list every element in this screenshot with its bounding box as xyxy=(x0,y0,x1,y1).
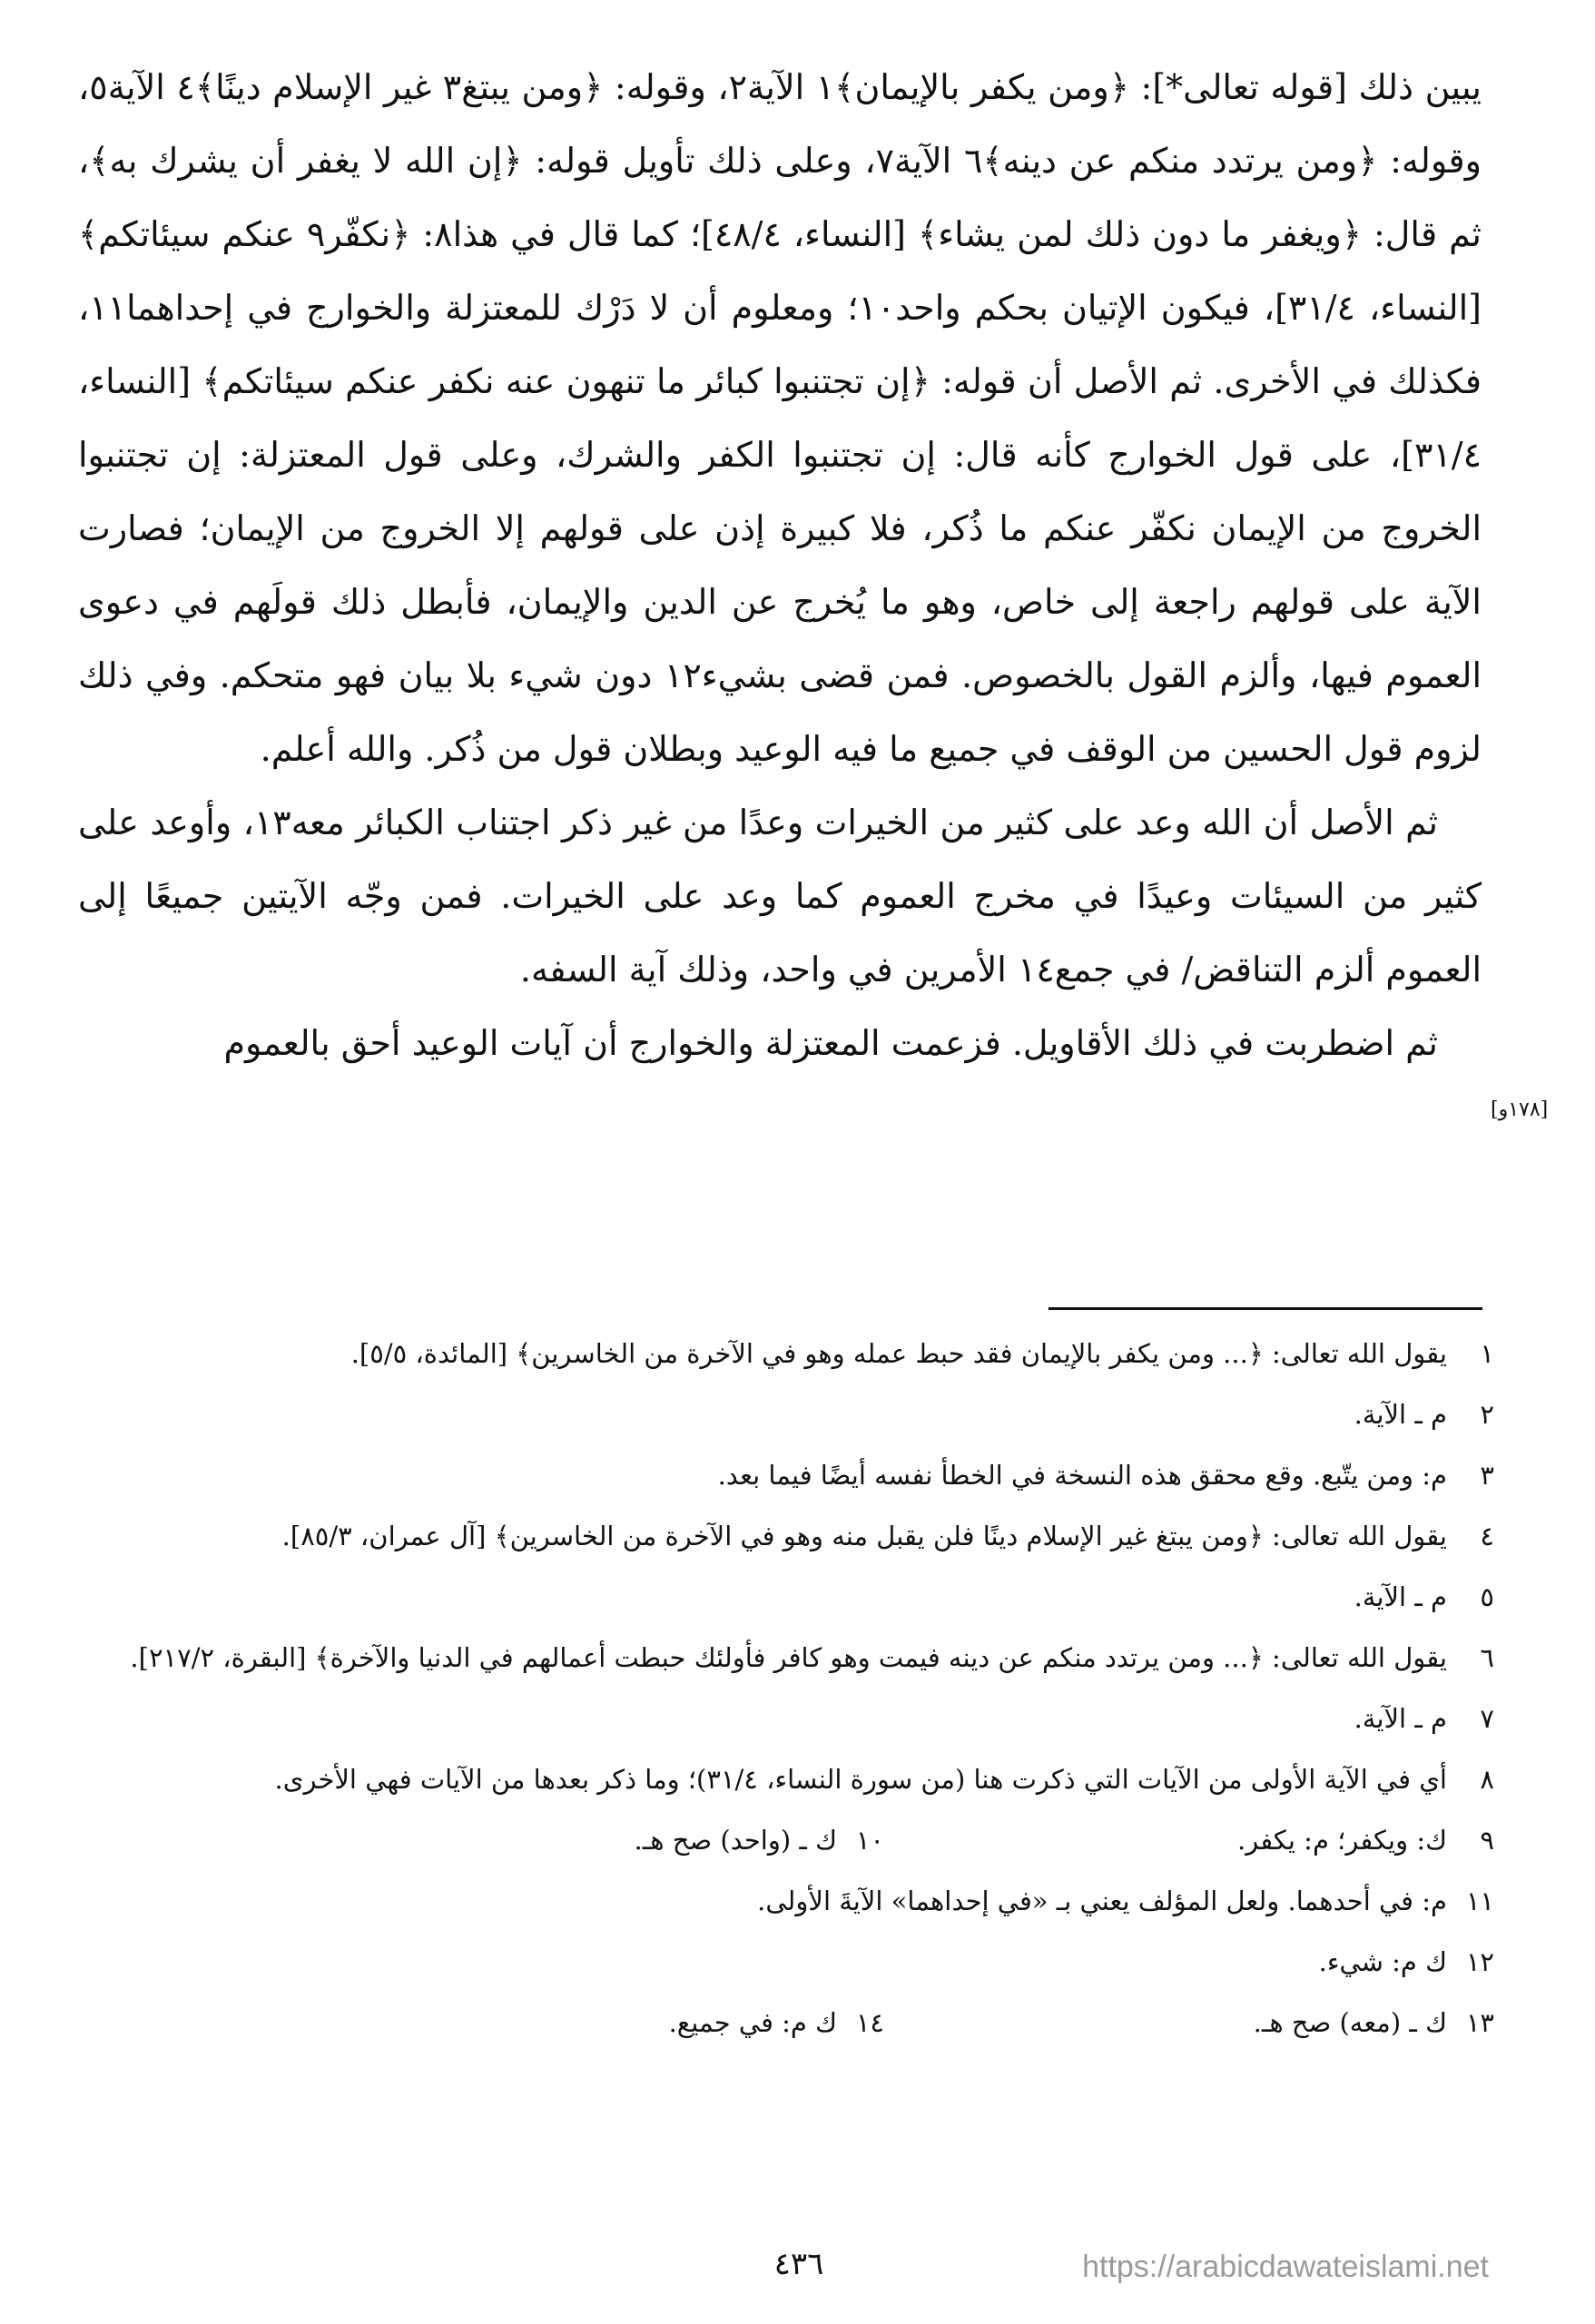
footnote-number: ٢ xyxy=(1480,1399,1494,1430)
footnote xyxy=(78,1576,1494,1618)
footnote-text: أي في الآية الأولى من الآيات التي ذكرت هنا (من سورة النساء، ٣١/٤)؛ وما ذكر بعدها من الآيات فهي الأخرى. xyxy=(274,1764,1447,1795)
footnote-text: ك م: في جميع. xyxy=(668,2007,837,2038)
footnote-number: ٣ xyxy=(1480,1460,1494,1491)
footnote-text: ك: ويكفر؛ م: يكفر. xyxy=(1236,1825,1447,1856)
source-watermark: https://arabicdawateislami.net xyxy=(1082,2250,1489,2284)
footnote xyxy=(78,1941,1494,1983)
footnote xyxy=(78,1758,1494,1800)
footnote-text: م ـ الآية. xyxy=(1354,1399,1447,1430)
footnote xyxy=(78,1698,1494,1739)
footnote-pair xyxy=(78,2002,1494,2043)
footnote-number: ١ xyxy=(1480,1338,1494,1369)
footnote-text: م ـ الآية. xyxy=(1354,1581,1447,1612)
paragraph: يبين ذلك [قوله تعالى*]: ﴿ومن يكفر بالإيمان﴾١ الآية٢، وقوله: ﴿ومن يبتغ٣ غير الإسلام دينًا﴾٤ الآية٥، وقوله: ﴿ومن يرتدد منكم عن دينه﴾٦ الآية٧، وعلى ذلك تأويل قوله: ﴿إن الله لا يغفر أن يشرك به﴾، ثم قال: ﴿ويغفر ما دون ذلك لمن يشاء﴾ [النساء، ٤٨/٤]؛ كما قال في هذا٨: ﴿نكفّر٩ عنكم سيئاتكم﴾ [النساء، ٣١/٤]، فيكون الإتيان بحكم واحد١٠؛ ومعلوم أن لا دَرْك للمعتزلة والخوارج في إحداهما١١، فكذلك في الأخرى. ثم الأصل أن قوله: ﴿إن تجتنبوا كبائر ما تنهون عنه نكفر عنكم سيئاتكم﴾ [النساء، ٣١/٤]، على قول الخوارج كأنه قال: إن تجتنبوا الكفر والشرك، وعلى قول المعتزلة: إن تجتنبوا الخروج من الإيمان نكفّر عنكم ما ذُكر، فلا كبيرة إذن على قولهم إلا الخروج من الإيمان؛ فصارت الآية على قولهم راجعة إلى خاص، وهو ما يُخرج عن الدين والإيمان، فأبطل ذلك قولَهم في دعوى العموم فيها، وألزم القول بالخصوص. فمن قضى بشيء١٢ دون شيء بلا بيان فهو متحكم. وفي ذلك لزوم قول الحسين من الوقف في جميع ما فيه الوعيد وبطلان قول من ذُكر. والله أعلم. xyxy=(78,67,1482,769)
footnote xyxy=(78,1637,1494,1679)
footnote-text: م: في أحدهما. ولعل المؤلف يعني بـ «في إحداهما» الآيةَ الأولى. xyxy=(757,1886,1447,1916)
footnote-number: ٥ xyxy=(1480,1581,1494,1612)
footnote-text: ك م: شيء. xyxy=(1318,1946,1447,1977)
footnote-text: يقول الله تعالى: ﴿... ومن يرتدد منكم عن دينه فيمت وهو كافر فأولئك حبطت أعمالهم في الدنيا والآخرة﴾ [البقرة، ٢١٧/٢]. xyxy=(130,1642,1447,1673)
footnotes xyxy=(78,1333,1494,2063)
footnote-text: يقول الله تعالى: ﴿... ومن يكفر بالإيمان فقد حبط عمله وهو في الآخرة من الخاسرين﴾ [المائدة، ٥/٥]. xyxy=(350,1338,1447,1369)
footnote-separator xyxy=(1049,1307,1482,1310)
page-number: ٤٣٦ xyxy=(773,2246,824,2282)
footnote xyxy=(78,1333,1494,1374)
folio-marker: [١٧٨و] xyxy=(1491,1098,1549,1121)
footnote-number: ١١ xyxy=(1465,1886,1494,1916)
footnote-number: ٦ xyxy=(1480,1642,1494,1673)
footnote-text: م ـ الآية. xyxy=(1354,1703,1447,1734)
paragraph: ثم اضطربت في ذلك الأقاويل. فزعمت المعتزلة والخوارج أن آيات الوعيد أحق بالعموم xyxy=(223,1023,1438,1063)
footnote-text: ك ـ (واحد) صح هـ. xyxy=(634,1825,837,1856)
main-text xyxy=(78,51,1482,1080)
footnote-pair xyxy=(78,1819,1494,1861)
footnote xyxy=(78,1393,1494,1435)
footnote-text: م: ومن يتّبع. وقع محقق هذه النسخة في الخطأ نفسه أيضًا فيما بعد. xyxy=(717,1460,1447,1491)
footnote xyxy=(78,1880,1494,1922)
footnote-number: ١٣ xyxy=(1465,2007,1494,2038)
footnote xyxy=(78,1515,1494,1557)
footnote-number: ٤ xyxy=(1480,1521,1494,1551)
footnote-text: ك ـ (معه) صح هـ. xyxy=(1253,2007,1447,2038)
footnote-number: ٩ xyxy=(1480,1825,1494,1856)
footnote xyxy=(78,1454,1494,1496)
footnote-text: يقول الله تعالى: ﴿ومن يبتغ غير الإسلام دينًا فلن يقبل منه وهو في الآخرة من الخاسرين﴾ [آل عمران، ٨٥/٣]. xyxy=(281,1521,1447,1551)
footnote-number: ١٠ xyxy=(855,1825,884,1856)
footnote-number: ٨ xyxy=(1480,1764,1494,1795)
footnote-number: ١٢ xyxy=(1465,1946,1494,1977)
footnote-number: ٧ xyxy=(1480,1703,1494,1734)
paragraph: ثم الأصل أن الله وعد على كثير من الخيرات وعدًا من غير ذكر اجتناب الكبائر معه١٣، وأوعد على كثير من السيئات وعيدًا في مخرج العموم كما وعد على الخيرات. فمن وجّه الآيتين جميعًا إلى العموم ألزم التناقض/ في جمع١٤ الأمرين في واحد، وذلك آية السفه. xyxy=(78,803,1482,990)
footnote-number: ١٤ xyxy=(855,2007,884,2038)
